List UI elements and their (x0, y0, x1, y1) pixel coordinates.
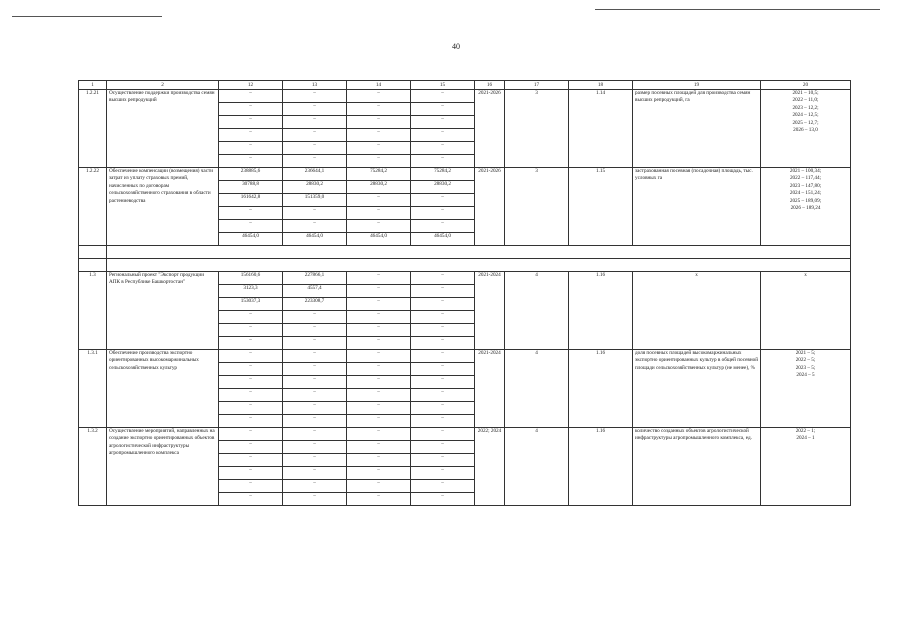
amount-cell: – (347, 363, 411, 376)
row-code: 1.3.1 (79, 350, 107, 428)
amount-cell: – (347, 298, 411, 311)
amount-cell: – (347, 402, 411, 415)
amount-cell: – (347, 337, 411, 350)
amount-cell: – (219, 376, 283, 389)
col18-cell: 1.16 (569, 428, 633, 506)
amount-cell: – (411, 311, 475, 324)
col17-cell: 4 (505, 428, 569, 506)
amount-cell: 238885,6 (219, 168, 283, 181)
amount-cell: – (283, 363, 347, 376)
col18-cell: 1.14 (569, 90, 633, 168)
amount-cell: – (411, 142, 475, 155)
row-name: Обеспечение компенсации (возмещения) части затрат из уплату страховых премий, начисленных по договорам сельскохозяйственного страхования в области растениеводства (107, 168, 219, 246)
amount-cell: – (219, 454, 283, 467)
amount-cell: – (283, 389, 347, 402)
value-line: 2026 – 189,24 (790, 205, 821, 212)
amount-cell: – (283, 493, 347, 506)
table-row (79, 272, 851, 285)
col17-cell: 4 (505, 272, 569, 350)
amount-cell: – (347, 90, 411, 103)
period-cell: 2021-2024 (475, 350, 505, 428)
page-number: 40 (452, 42, 460, 51)
amount-cell: – (219, 207, 283, 220)
header-cell: 20 (761, 81, 851, 90)
header-cell: 14 (347, 81, 411, 90)
amount-cell: – (411, 337, 475, 350)
value-line: 2022 – 11,0; (792, 97, 819, 104)
amount-cell: – (411, 376, 475, 389)
value-line: 2025 – 12,7; (792, 119, 819, 126)
amount-cell: – (347, 116, 411, 129)
row-code: 1.2.22 (79, 168, 107, 246)
amount-cell: – (411, 493, 475, 506)
period-cell: 2021-2024 (475, 272, 505, 350)
amount-cell: – (411, 298, 475, 311)
value-line: 2023 – 12,2; (792, 104, 819, 111)
amount-cell: – (219, 311, 283, 324)
amount-cell: – (411, 389, 475, 402)
amount-cell: 75284,2 (347, 168, 411, 181)
amount-cell: 151359,0 (283, 194, 347, 207)
amount-cell: – (219, 220, 283, 233)
program-table (78, 80, 851, 506)
amount-cell: – (411, 194, 475, 207)
amount-cell: 3123,3 (219, 285, 283, 298)
value-line: 2022 – 5; (795, 357, 816, 364)
amount-cell: – (347, 311, 411, 324)
amount-cell: 28830,2 (283, 181, 347, 194)
amount-cell: – (411, 454, 475, 467)
amount-cell: – (347, 428, 411, 441)
amount-cell: 4557,4 (283, 285, 347, 298)
amount-cell: – (411, 415, 475, 428)
amount-cell: – (283, 415, 347, 428)
amount-cell: – (411, 402, 475, 415)
amount-cell: – (283, 142, 347, 155)
amount-cell: 75284,2 (411, 168, 475, 181)
amount-cell: – (411, 129, 475, 142)
value-line: 2024 – 1 (796, 435, 815, 442)
amount-cell: – (283, 454, 347, 467)
indicator-cell: доля посевных площадей высокомаржинальных экспортно ориентированных культур в общей посевной площади сельскохозяйственных культур (не менее), % (633, 350, 761, 428)
value-line: 2021 – 10,5; (792, 90, 819, 96)
header-cell: 13 (283, 81, 347, 90)
col17-cell: 3 (505, 168, 569, 246)
header-cell: 17 (505, 81, 569, 90)
amount-cell: 153037,3 (219, 298, 283, 311)
amount-cell: – (219, 155, 283, 168)
value-line: x (804, 272, 807, 278)
blank-row (79, 246, 851, 259)
value-line: 2023 – 5; (795, 364, 816, 371)
amount-cell: – (347, 389, 411, 402)
amount-cell: – (347, 350, 411, 363)
row-code: 1.3 (79, 272, 107, 350)
amount-cell: – (219, 350, 283, 363)
indicator-cell: x (633, 272, 761, 350)
table-row (79, 428, 851, 441)
amount-cell: – (283, 337, 347, 350)
amount-cell: 28830,2 (411, 181, 475, 194)
amount-cell: 236644,1 (283, 168, 347, 181)
values-cell (761, 272, 851, 350)
amount-cell: – (347, 285, 411, 298)
amount-cell: 227866,1 (283, 272, 347, 285)
amount-cell: – (283, 428, 347, 441)
value-line: 2021 – 5; (795, 350, 816, 356)
value-line: 2024 – 12,5; (792, 112, 819, 119)
value-line: 2026 – 13,0 (793, 127, 818, 134)
row-code: 1.2.21 (79, 90, 107, 168)
amount-cell: – (283, 155, 347, 168)
value-line: 2024 – 5 (796, 372, 815, 379)
amount-cell: – (219, 441, 283, 454)
amount-cell: – (411, 324, 475, 337)
amount-cell: – (219, 389, 283, 402)
period-cell: 2022; 2024 (475, 428, 505, 506)
amount-cell: – (219, 324, 283, 337)
col18-cell: 1.16 (569, 272, 633, 350)
amount-cell: – (219, 493, 283, 506)
amount-cell: – (347, 129, 411, 142)
amount-cell: 46454,0 (411, 233, 475, 246)
header-cell: 12 (219, 81, 283, 90)
amount-cell: 223308,7 (283, 298, 347, 311)
indicator-cell: количество созданных объектов агрологистической инфраструктуры агропромышленного комплекса, ед. (633, 428, 761, 506)
header-cell: 1 (79, 81, 107, 90)
period-cell: 2021-2026 (475, 90, 505, 168)
amount-cell: – (347, 480, 411, 493)
amount-cell: – (283, 207, 347, 220)
amount-cell: – (219, 428, 283, 441)
amount-cell: – (283, 324, 347, 337)
amount-cell: – (411, 428, 475, 441)
blank-cell (79, 259, 107, 272)
amount-cell: – (347, 324, 411, 337)
amount-cell: 28830,2 (347, 181, 411, 194)
amount-cell: – (411, 90, 475, 103)
amount-cell: – (347, 103, 411, 116)
value-line: 2022 – 117,44; (789, 175, 822, 182)
amount-cell: – (219, 142, 283, 155)
amount-cell: – (283, 129, 347, 142)
amount-cell: – (347, 467, 411, 480)
amount-cell: – (411, 220, 475, 233)
value-line: 2021 – 100,34; (789, 168, 822, 174)
table-row (79, 350, 851, 363)
amount-cell: – (411, 441, 475, 454)
amount-cell: – (283, 116, 347, 129)
amount-cell: – (347, 155, 411, 168)
blank-cell (107, 259, 851, 272)
amount-cell: – (283, 220, 347, 233)
amount-cell: – (283, 90, 347, 103)
amount-cell: – (283, 350, 347, 363)
amount-cell: – (411, 467, 475, 480)
header-cell: 16 (475, 81, 505, 90)
amount-cell: – (411, 272, 475, 285)
amount-cell: – (219, 402, 283, 415)
amount-cell: – (219, 415, 283, 428)
row-name: Региональный проект "Экспорт продукции АПК в Республике Башкортостан" (107, 272, 219, 350)
blank-row (79, 259, 851, 272)
amount-cell: – (347, 415, 411, 428)
amount-cell: – (283, 402, 347, 415)
amount-cell: – (219, 467, 283, 480)
col17-cell: 3 (505, 90, 569, 168)
amount-cell: 46454,0 (219, 233, 283, 246)
row-name: Осуществление поддержки производства семян высших репродукций (107, 90, 219, 168)
amount-cell: – (411, 103, 475, 116)
header-cell: 19 (633, 81, 761, 90)
amount-cell: – (283, 376, 347, 389)
amount-cell: – (347, 376, 411, 389)
row-name: Обеспечение производства экспортно ориентированных высокомаржинальных сельскохозяйственных культур (107, 350, 219, 428)
amount-cell: 46454,0 (347, 233, 411, 246)
col18-cell: 1.15 (569, 168, 633, 246)
values-cell (761, 168, 851, 246)
amount-cell: – (219, 90, 283, 103)
amount-cell: 161642,8 (219, 194, 283, 207)
amount-cell: – (347, 272, 411, 285)
amount-cell: 46454,0 (283, 233, 347, 246)
amount-cell: – (283, 103, 347, 116)
top-rule (595, 9, 880, 10)
amount-cell: – (283, 480, 347, 493)
amount-cell: – (411, 207, 475, 220)
amount-cell: – (219, 480, 283, 493)
amount-cell: – (283, 467, 347, 480)
header-cell: 2 (107, 81, 219, 90)
table-row (79, 168, 851, 181)
amount-cell: 30788,8 (219, 181, 283, 194)
col18-cell: 1.16 (569, 350, 633, 428)
amount-cell: – (219, 337, 283, 350)
blank-cell (107, 246, 851, 259)
period-cell: 2021-2026 (475, 168, 505, 246)
values-cell (761, 90, 851, 168)
amount-cell: – (411, 155, 475, 168)
value-line: 2025 – 189,09; (789, 197, 822, 204)
amount-cell: – (347, 441, 411, 454)
amount-cell: – (347, 207, 411, 220)
amount-cell: – (347, 220, 411, 233)
header-cell: 15 (411, 81, 475, 90)
top-rule (12, 16, 162, 17)
amount-cell: 156160,6 (219, 272, 283, 285)
amount-cell: – (219, 103, 283, 116)
amount-cell: – (219, 116, 283, 129)
amount-cell: – (411, 480, 475, 493)
header-cell: 18 (569, 81, 633, 90)
indicator-cell: размер посевных площадей для производства семян высших репродукций, га (633, 90, 761, 168)
blank-cell (79, 246, 107, 259)
amount-cell: – (347, 493, 411, 506)
row-code: 1.3.2 (79, 428, 107, 506)
amount-cell: – (411, 116, 475, 129)
row-name: Осуществление мероприятий, направленных на создание экспортно ориентированных объектов агрологистической инфраструктуры агропромышленного комплекса (107, 428, 219, 506)
amount-cell: – (283, 311, 347, 324)
amount-cell: – (347, 194, 411, 207)
amount-cell: – (347, 142, 411, 155)
amount-cell: – (219, 363, 283, 376)
amount-cell: – (411, 363, 475, 376)
col17-cell: 4 (505, 350, 569, 428)
amount-cell: – (347, 454, 411, 467)
value-line: 2024 – 151,24; (789, 190, 822, 197)
amount-cell: – (219, 129, 283, 142)
table-row (79, 90, 851, 103)
amount-cell: – (283, 441, 347, 454)
value-line: 2023 – 147,80; (789, 182, 822, 189)
amount-cell: – (411, 285, 475, 298)
header-row (79, 81, 851, 90)
values-cell (761, 428, 851, 506)
indicator-cell: застрахованная посевная (посадочная) площадь, тыс. условных га (633, 168, 761, 246)
value-line: 2022 – 1; (795, 428, 816, 434)
values-cell (761, 350, 851, 428)
amount-cell: – (411, 350, 475, 363)
